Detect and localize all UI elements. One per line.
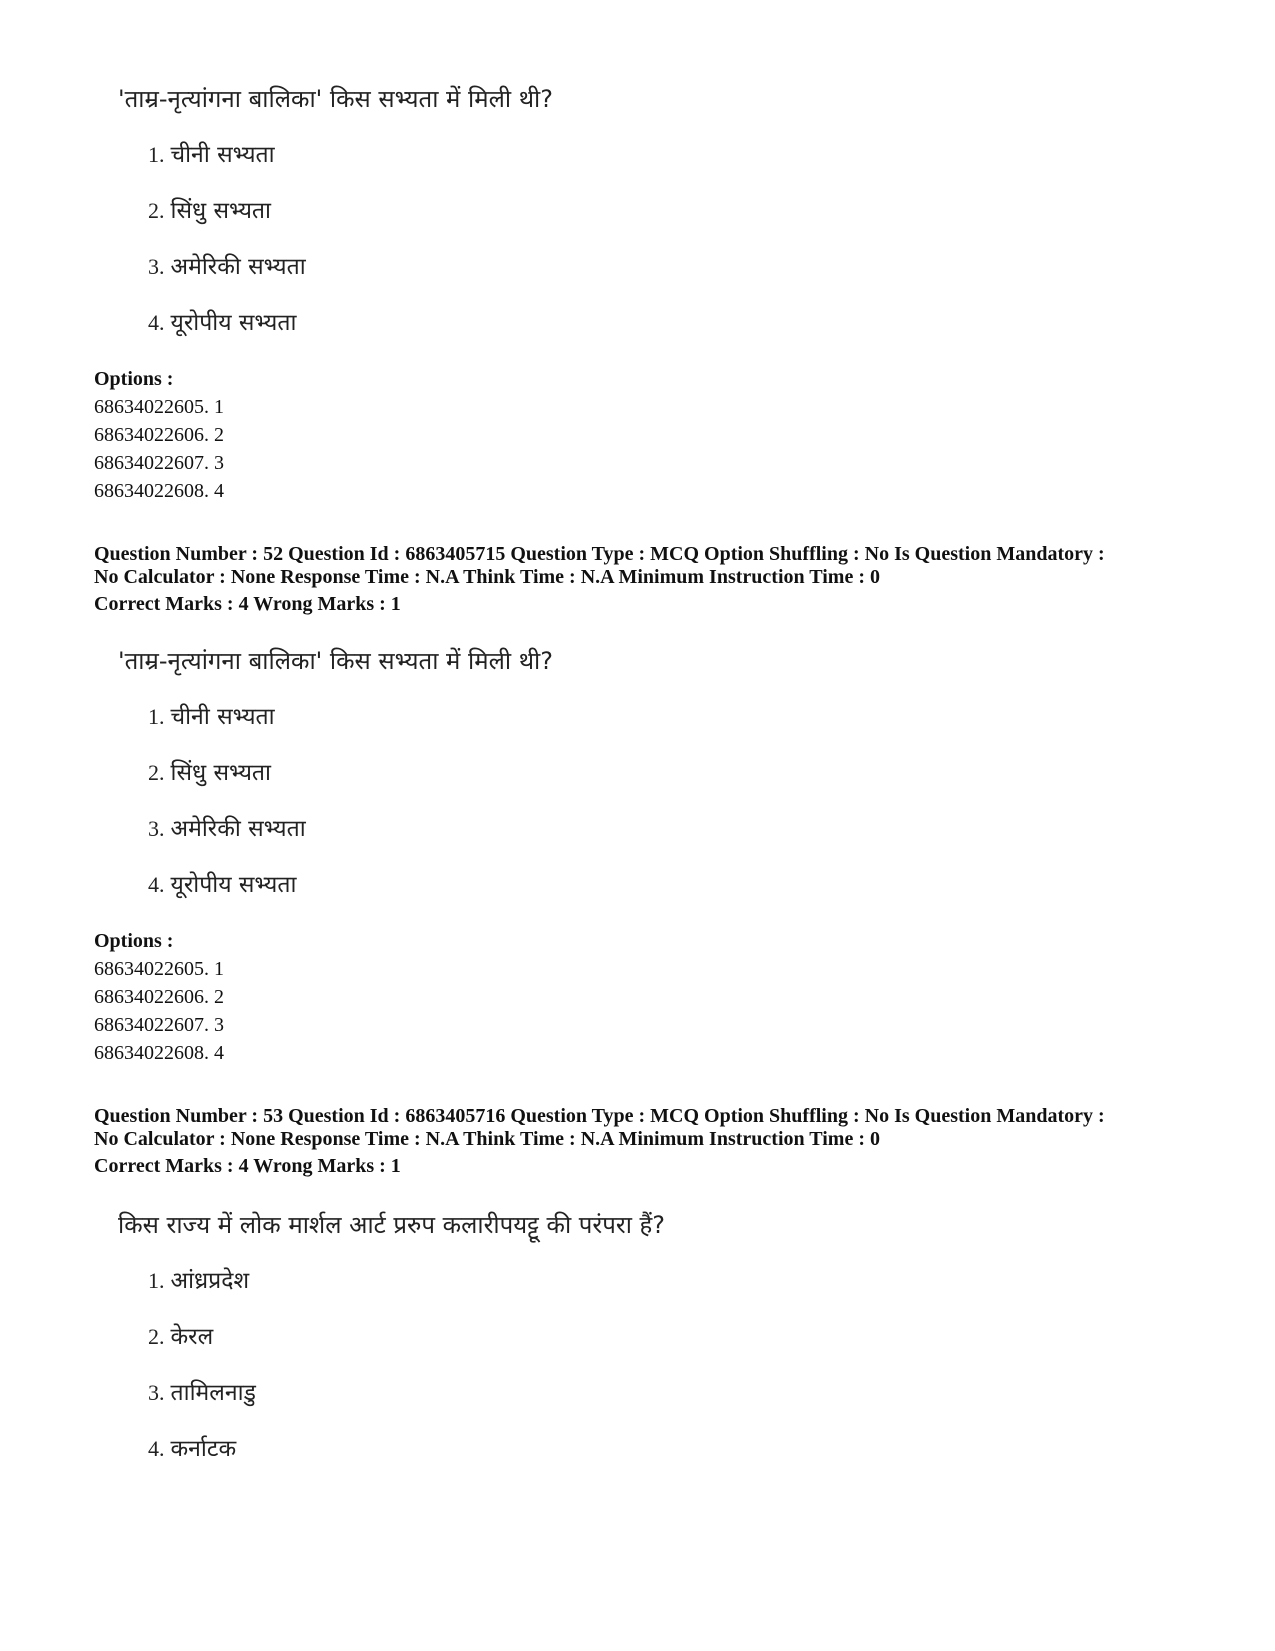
choice-item <box>148 1434 236 1464</box>
choice-text: यूरोपीय सभ्यता <box>170 872 297 898</box>
options-label: Options : <box>94 368 174 390</box>
question-meta-line: Question Number : 52 Question Id : 6863405715 Question Type : MCQ Option Shuffling : No Is Question Mandatory : <box>94 543 1105 565</box>
choice-text: चीनी सभ्यता <box>170 142 275 168</box>
choice-text: सिंधु सभ्यता <box>170 760 271 786</box>
choice-number: 3. <box>148 1380 165 1405</box>
option-id: 68634022606. 2 <box>94 986 224 1008</box>
choice-text: केरल <box>170 1324 214 1350</box>
choice-number: 4. <box>148 1436 165 1461</box>
marks-line: Correct Marks : 4 Wrong Marks : 1 <box>94 593 401 615</box>
choice-item <box>148 702 275 732</box>
choice-number: 2. <box>148 1324 165 1349</box>
choice-item <box>148 870 296 900</box>
option-id: 68634022608. 4 <box>94 1042 224 1064</box>
choice-number: 2. <box>148 760 165 785</box>
option-id: 68634022606. 2 <box>94 424 224 446</box>
choice-item <box>148 1378 256 1408</box>
question-meta-line: No Calculator : None Response Time : N.A Think Time : N.A Minimum Instruction Time : 0 <box>94 1128 880 1150</box>
choice-item <box>148 1322 213 1352</box>
choice-item <box>148 308 296 338</box>
choice-number: 4. <box>148 872 165 897</box>
choice-item <box>148 252 306 282</box>
question-text: 'ताम्र-नृत्यांगना बालिका' किस सभ्यता में मिली थी? <box>118 85 553 113</box>
choice-number: 3. <box>148 254 165 279</box>
choice-item <box>148 814 306 844</box>
option-id: 68634022608. 4 <box>94 480 224 502</box>
question-text: किस राज्य में लोक मार्शल आर्ट प्ररुप कलारीपयट्टू की परंपरा हैं? <box>118 1211 666 1239</box>
question-meta-line: No Calculator : None Response Time : N.A Think Time : N.A Minimum Instruction Time : 0 <box>94 566 880 588</box>
choice-text: अमेरिकी सभ्यता <box>170 254 306 280</box>
choice-item <box>148 1266 249 1296</box>
choice-text: अमेरिकी सभ्यता <box>170 816 306 842</box>
choice-number: 2. <box>148 198 165 223</box>
options-label: Options : <box>94 930 174 952</box>
marks-line: Correct Marks : 4 Wrong Marks : 1 <box>94 1155 401 1177</box>
question-meta-line: Question Number : 53 Question Id : 6863405716 Question Type : MCQ Option Shuffling : No Is Question Mandatory : <box>94 1105 1105 1127</box>
choice-number: 1. <box>148 142 165 167</box>
choice-text: कर्नाटक <box>170 1436 237 1462</box>
choice-number: 1. <box>148 704 165 729</box>
choice-item <box>148 196 271 226</box>
question-text: 'ताम्र-नृत्यांगना बालिका' किस सभ्यता में मिली थी? <box>118 647 553 675</box>
choice-number: 1. <box>148 1268 165 1293</box>
choice-number: 4. <box>148 310 165 335</box>
choice-number: 3. <box>148 816 165 841</box>
choice-text: सिंधु सभ्यता <box>170 198 271 224</box>
option-id: 68634022607. 3 <box>94 1014 224 1036</box>
choice-text: आंध्रप्रदेश <box>170 1268 250 1294</box>
option-id: 68634022607. 3 <box>94 452 224 474</box>
option-id: 68634022605. 1 <box>94 958 224 980</box>
choice-text: तामिलनाडु <box>170 1380 256 1406</box>
choice-item <box>148 758 271 788</box>
choice-text: चीनी सभ्यता <box>170 704 275 730</box>
option-id: 68634022605. 1 <box>94 396 224 418</box>
choice-item <box>148 140 275 170</box>
choice-text: यूरोपीय सभ्यता <box>170 310 297 336</box>
